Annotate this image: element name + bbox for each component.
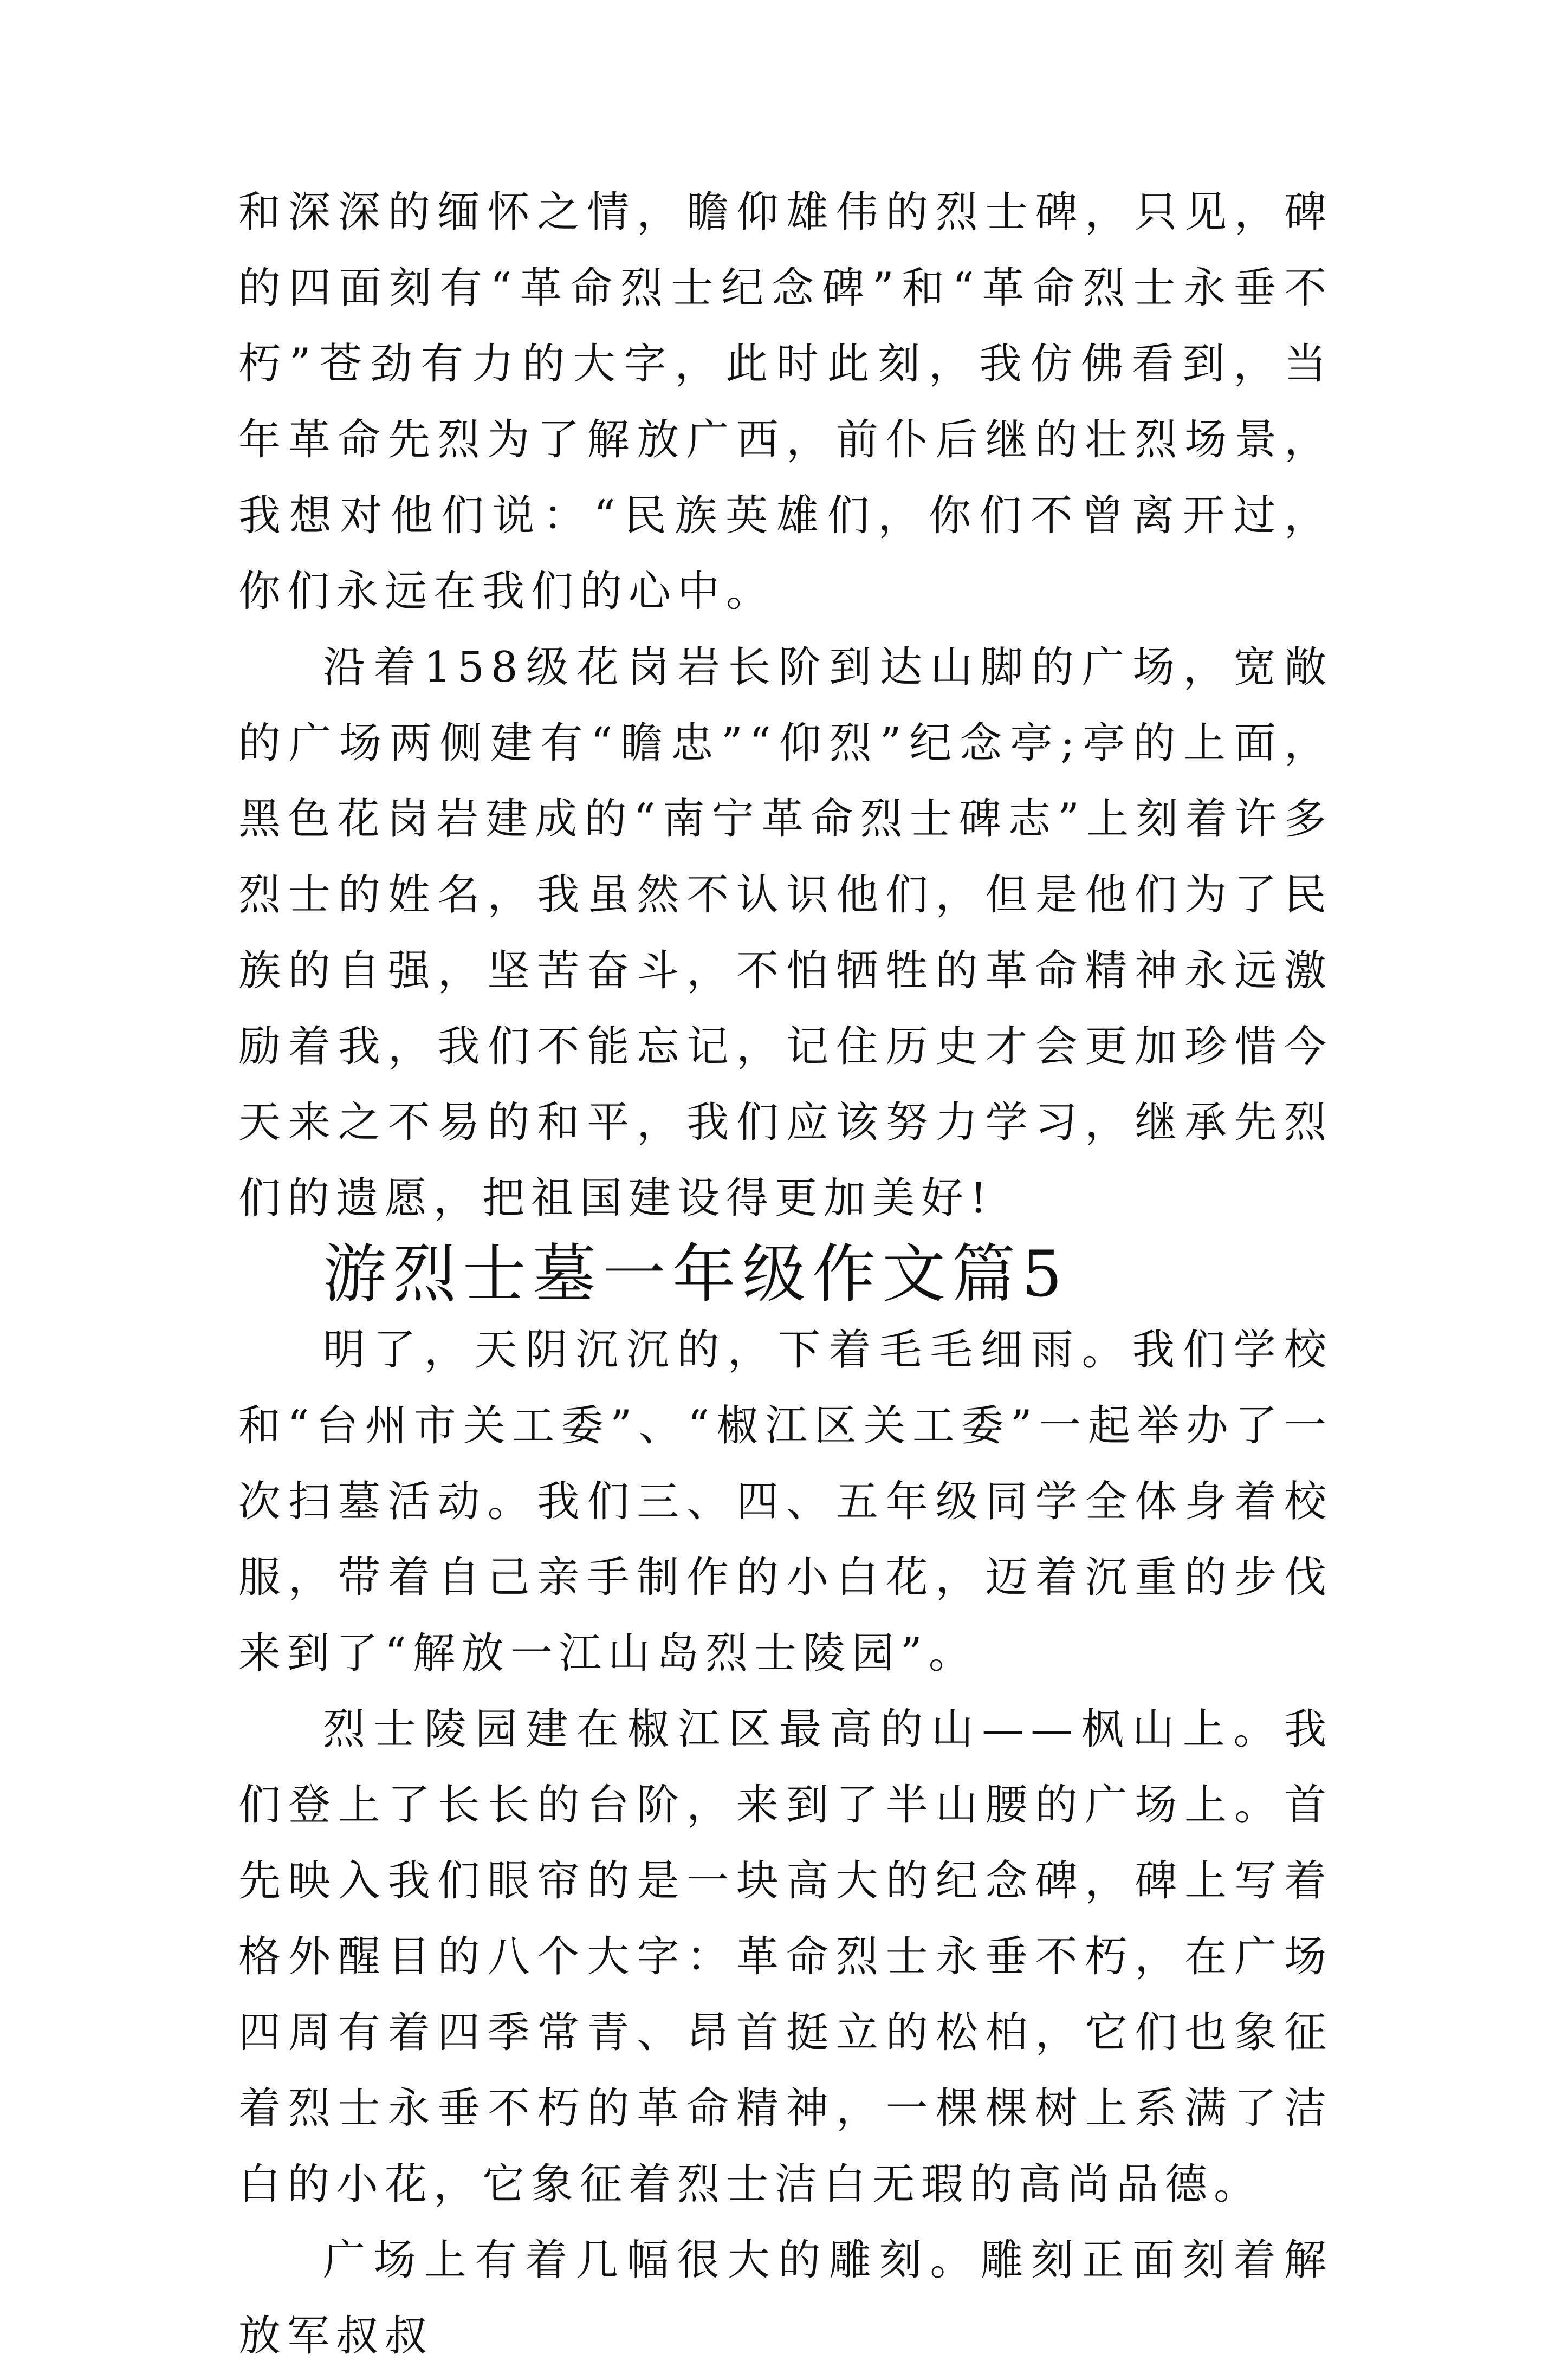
- section-title: 游烈士墓一年级作文篇5: [323, 1237, 1069, 1311]
- paragraph-section-monument: 烈士陵园建在椒江区最高的山——枫山上。我们登上了长长的台阶，来到了半山腰的广场上。首先映入我们眼帘的是一块高大的纪念碑，碑上写着格外醒目的八个大字：革命烈士永垂不朽，在广场四周有着四季常青、昂首挺立的松柏，它们也象征着烈士永垂不朽的革命精神，一棵棵树上系满了洁白的小花，它象征着烈士洁白无瑕的高尚品德。: [238, 1705, 1333, 2209]
- paragraph-section-carvings: 广场上有着几幅很大的雕刻。雕刻正面刻着解放军叔叔: [238, 2236, 1333, 2360]
- paragraph-steps: 沿着158级花岗岩长阶到达山脚的广场，宽敞的广场两侧建有“瞻忠”“仰烈”纪念亭;亭的上面，黑色花岗岩建成的“南宁革命烈士碑志”上刻着许多烈士的姓名，我虽然不认识他们，但是他们为了民族的自强，坚苦奋斗，不怕牺牲的革命精神永远激励着我，我们不能忘记，记住历史才会更加珍惜今天来之不易的和平，我们应该努力学习，继承先烈们的遗愿，把祖国建设得更加美好!: [238, 643, 1333, 1223]
- document-body: [238, 174, 1333, 2374]
- paragraph-section-intro: 明了，天阴沉沉的，下着毛毛细雨。我们学校和“台州市关工委”、“椒江区关工委”一起举办了一次扫墓活动。我们三、四、五年级同学全体身着校服，带着自己亲手制作的小白花，迈着沉重的步伐来到了“解放一江山岛烈士陵园”。: [238, 1326, 1333, 1678]
- paragraph-continued: 和深深的缅怀之情，瞻仰雄伟的烈士碑，只见，碑的四面刻有“革命烈士纪念碑”和“革命烈士永垂不朽”苍劲有力的大字，此时此刻，我仿佛看到，当年革命先烈为了解放广西，前仆后继的壮烈场景，我想对他们说：“民族英雄们，你们不曾离开过，你们永远在我们的心中。: [238, 188, 1333, 616]
